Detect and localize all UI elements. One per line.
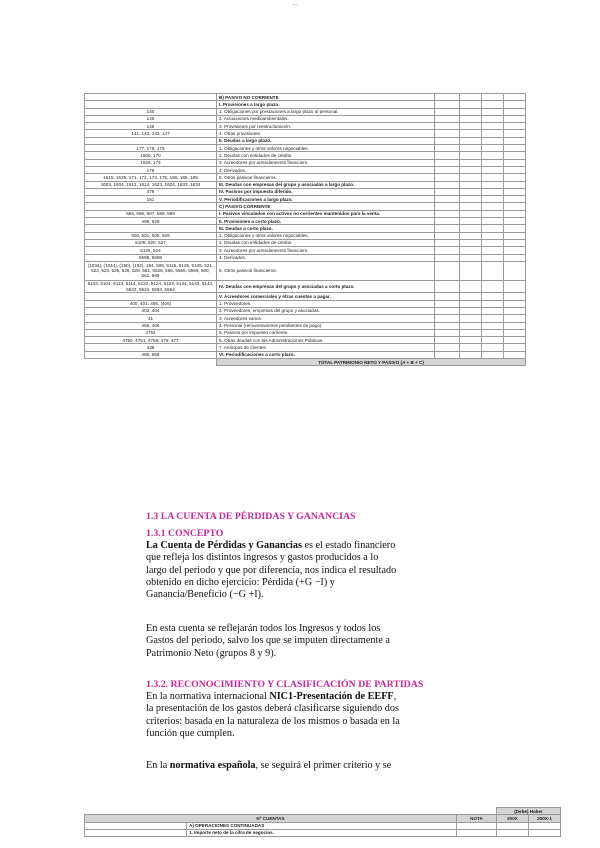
amount-cell — [460, 94, 482, 101]
p2-line-0: En esta cuenta se reflejarán todos los Ingresos y todos los — [146, 623, 381, 634]
amount-cell — [482, 329, 504, 336]
pyg-table — [84, 807, 561, 837]
account-codes: 5595, 5598 — [85, 254, 217, 261]
amount-cell — [435, 344, 460, 351]
amount-cell — [435, 280, 460, 293]
line-item: VI. Periodificaciones a corto plazo. — [217, 351, 435, 358]
amount-cell — [504, 203, 526, 210]
amount-cell — [482, 203, 504, 210]
amount-cell — [482, 115, 504, 122]
balance-row — [85, 101, 526, 108]
amount-cell — [482, 137, 504, 144]
balance-total-label: TOTAL PATRIMONIO NETO Y PASIVO (A + B + C) — [217, 358, 526, 365]
balance-row — [85, 174, 526, 181]
amount-cell — [482, 254, 504, 261]
amount-cell — [504, 130, 526, 137]
line-item: 5. Otros pasivos financieros. — [217, 174, 435, 181]
amount-cell — [482, 322, 504, 329]
account-codes: 176 — [85, 166, 217, 173]
amount-cell — [460, 218, 482, 225]
amount-cell — [482, 159, 504, 166]
amount-cell — [482, 293, 504, 300]
p3-pre: En la normativa internacional — [146, 691, 270, 702]
account-codes — [85, 101, 217, 108]
balance-row — [85, 196, 526, 203]
balance-row — [85, 152, 526, 159]
amount-cell — [482, 351, 504, 358]
amount-cell — [460, 300, 482, 307]
balance-row — [85, 300, 526, 307]
amount-cell — [482, 225, 504, 232]
balance-row — [85, 218, 526, 225]
prev-year-header: 200X-1 — [529, 815, 561, 822]
amount-cell — [435, 196, 460, 203]
account-codes: 145 — [85, 115, 217, 122]
amount-cell — [435, 218, 460, 225]
amount-cell — [435, 307, 460, 314]
account-codes: 181 — [85, 196, 217, 203]
line-item: C) PASIVO CORRIENTE — [217, 203, 435, 210]
amount-cell — [460, 101, 482, 108]
amount-cell — [460, 293, 482, 300]
amount-cell — [460, 196, 482, 203]
account-codes — [85, 94, 217, 101]
account-codes: 146 — [85, 123, 217, 130]
line-item: V. Periodificaciones a largo plazo. — [217, 196, 435, 203]
balance-row — [85, 123, 526, 130]
account-codes: 41 — [85, 315, 217, 322]
amount-cell — [460, 181, 482, 188]
balance-total-row — [85, 358, 526, 365]
p3-line-0: la presentación de los gastos deberá clasificarse siguiendo dos — [146, 703, 399, 715]
balance-row — [85, 130, 526, 137]
line-item: II. Provisiones a corto plazo. — [217, 218, 435, 225]
amount-cell — [504, 108, 526, 115]
pyg-term: La Cuenta de Pérdidas y Ganancias — [146, 540, 302, 551]
line-item: 5. Pasivos por impuesto corriente. — [217, 329, 435, 336]
amount-cell — [435, 315, 460, 322]
line-item: 1. Proveedores. — [217, 300, 435, 307]
line-item: II. Deudas a largo plazo. — [217, 137, 435, 144]
amount-cell — [482, 152, 504, 159]
spanish-norm-paragraph — [146, 760, 466, 772]
balance-row — [85, 239, 526, 246]
line-item: I. Provisiones a largo plazo. — [217, 101, 435, 108]
amount-cell — [482, 130, 504, 137]
amount-cell — [435, 115, 460, 122]
balance-sheet-table — [84, 93, 526, 366]
amount-cell — [482, 232, 504, 239]
line-item: 4. Derivados. — [217, 254, 435, 261]
line-item: III. Deudas a corto plazo. — [217, 225, 435, 232]
account-codes — [85, 293, 217, 300]
account-codes: 465, 466 — [85, 322, 217, 329]
line-item: 6. Otras deudas con las Administraciones Públicas. — [217, 337, 435, 344]
amount-cell — [482, 145, 504, 152]
amount-cell — [460, 145, 482, 152]
account-codes: 141, 142, 143, 147 — [85, 130, 217, 137]
amount-cell — [460, 174, 482, 181]
amount-cell — [482, 337, 504, 344]
balance-row — [85, 188, 526, 195]
amount-cell — [435, 239, 460, 246]
account-codes: 1603, 1604, 1613, 1614, 1623, 1624, 1633, 1634 — [85, 181, 217, 188]
amount-cell — [504, 232, 526, 239]
line-item: 3. Provisiones por reestructuración. — [217, 123, 435, 130]
balance-row — [85, 261, 526, 280]
cuentas-header: Nº CUENTAS — [85, 815, 457, 822]
amount-cell — [504, 280, 526, 293]
amount-cell — [482, 247, 504, 254]
amount-cell — [435, 225, 460, 232]
line-item: V. Acreedores comerciales y otras cuentas a pagar. — [217, 293, 435, 300]
amount-cell — [482, 101, 504, 108]
amount-cell — [504, 159, 526, 166]
amount-cell — [435, 329, 460, 336]
amount-cell — [460, 210, 482, 217]
amount-cell — [435, 130, 460, 137]
balance-row — [85, 344, 526, 351]
p4-pre: En la — [146, 760, 170, 771]
amount-cell — [504, 188, 526, 195]
amount-cell — [482, 307, 504, 314]
amount-cell — [460, 188, 482, 195]
amount-cell — [460, 322, 482, 329]
amount-cell — [460, 239, 482, 246]
p1-line-2: largo del periodo y que por diferencia, nos indica el resultado — [146, 564, 397, 576]
amount-cell — [435, 123, 460, 130]
amount-cell — [435, 108, 460, 115]
balance-row — [85, 159, 526, 166]
p3-line-2: función que cumplen. — [146, 727, 235, 739]
concept-subheading: 1.3.1 CONCEPTO — [146, 528, 224, 539]
amount-cell — [435, 210, 460, 217]
amount-cell — [482, 210, 504, 217]
account-codes: 5103, 5104, 5113, 5114, 5123, 5124, 5133, 5134, 5143, 5144, 5523, 5524, 5563, 5564 — [85, 280, 217, 293]
amount-cell — [460, 344, 482, 351]
balance-row — [85, 166, 526, 173]
amount-cell — [460, 225, 482, 232]
amount-cell — [435, 261, 460, 280]
amount-cell — [435, 145, 460, 152]
amount-cell — [482, 315, 504, 322]
line-item: 3. Acreedores por arrendamiento financiero. — [217, 247, 435, 254]
amount-cell — [435, 152, 460, 159]
balance-row — [85, 307, 526, 314]
amount-cell — [504, 225, 526, 232]
line-item: 1. Obligaciones y otros valores negociables. — [217, 232, 435, 239]
amount-cell — [460, 232, 482, 239]
amount-cell — [435, 351, 460, 358]
amount-cell — [482, 239, 504, 246]
amount-cell — [460, 115, 482, 122]
amount-cell — [460, 351, 482, 358]
amount-cell — [504, 174, 526, 181]
p2-line-2: Patrimonio Neto (grupos 8 y 9). — [146, 647, 277, 659]
amount-cell — [504, 344, 526, 351]
p1-line-0: es el estado financiero — [301, 540, 396, 551]
line-item: 3. Acreedores por arrendamiento financiero. — [217, 159, 435, 166]
amount-cell — [460, 329, 482, 336]
amount-cell — [504, 239, 526, 246]
p2-line-1: Gastos del periodo, salvo los que se imputen directamente a — [146, 635, 390, 647]
amount-cell — [504, 307, 526, 314]
amount-cell — [482, 261, 504, 280]
amount-cell — [482, 123, 504, 130]
balance-row — [85, 329, 526, 336]
amount-cell — [435, 174, 460, 181]
balance-row — [85, 232, 526, 239]
amount-cell — [504, 152, 526, 159]
account-codes — [85, 137, 217, 144]
line-item: 2. Deudas con entidades de crédito. — [217, 239, 435, 246]
amount-cell — [482, 344, 504, 351]
amount-cell — [504, 137, 526, 144]
amount-cell — [460, 307, 482, 314]
amount-cell — [460, 137, 482, 144]
account-codes: 585, 586, 587, 588, 589 — [85, 210, 217, 217]
pyg-row-operations: A) OPERACIONES CONTINUADAS — [187, 822, 457, 829]
p3-post: , — [393, 691, 397, 702]
account-codes: 4752 — [85, 329, 217, 336]
balance-row — [85, 247, 526, 254]
amount-cell — [460, 315, 482, 322]
amount-cell — [504, 101, 526, 108]
balance-row — [85, 203, 526, 210]
amount-cell — [504, 293, 526, 300]
nic1-paragraph — [146, 691, 466, 740]
nic1-term: NIC1-Presentación de EEFF — [269, 691, 394, 702]
line-item: 4. Personal (remuneraciones pendientes de pago). — [217, 322, 435, 329]
scope-paragraph — [146, 623, 466, 660]
line-item: 4. Otras provisiones. — [217, 130, 435, 137]
amount-cell — [482, 94, 504, 101]
amount-cell — [435, 137, 460, 144]
balance-row — [85, 351, 526, 358]
amount-cell — [435, 337, 460, 344]
p3-line-1: criterios: basada en la naturaleza de los mismos o basada en la — [146, 715, 400, 727]
amount-cell — [504, 300, 526, 307]
amount-cell — [460, 123, 482, 130]
account-codes: 1615, 1635, 171, 172, 173, 175, 180, 185, 189 — [85, 174, 217, 181]
line-item: III. Deudas con empresas del grupo y asociadas a largo plazo. — [217, 181, 435, 188]
spanish-norm-term: normativa española — [169, 760, 256, 771]
page-mark: ... — [292, 0, 298, 7]
line-item: 4. Derivados. — [217, 166, 435, 173]
amount-cell — [504, 123, 526, 130]
amount-cell — [435, 188, 460, 195]
amount-cell — [482, 218, 504, 225]
amount-cell — [435, 159, 460, 166]
amount-cell — [435, 247, 460, 254]
balance-row — [85, 293, 526, 300]
amount-cell — [435, 232, 460, 239]
year-header: 200X — [497, 815, 529, 822]
line-item: 5. Otros pasivos financieros. — [217, 261, 435, 280]
amount-cell — [460, 152, 482, 159]
balance-row — [85, 94, 526, 101]
amount-cell — [482, 166, 504, 173]
p1-line-3: obtenido en dicho ejercicio: Pérdida (+G −I) y — [146, 576, 335, 588]
amount-cell — [460, 261, 482, 280]
amount-cell — [504, 329, 526, 336]
amount-cell — [460, 108, 482, 115]
amount-cell — [482, 188, 504, 195]
account-codes: 1625, 174 — [85, 159, 217, 166]
amount-cell — [504, 218, 526, 225]
amount-cell — [504, 181, 526, 188]
line-item: 3. Acreedores varios. — [217, 315, 435, 322]
balance-row — [85, 322, 526, 329]
p4-post: , se seguirá el primer criterio y se — [255, 760, 392, 771]
balance-row — [85, 254, 526, 261]
p1-line-1: que refleja los distintos ingresos y gastos producidos a lo — [146, 552, 379, 564]
line-item: 2. Actuaciones medioambientales. — [217, 115, 435, 122]
line-item: 1. Obligaciones y otros valores negociables. — [217, 145, 435, 152]
concept-paragraph — [146, 540, 466, 601]
line-item: B) PASIVO NO CORRIENTE — [217, 94, 435, 101]
balance-row — [85, 145, 526, 152]
amount-cell — [482, 181, 504, 188]
account-codes: 479 — [85, 188, 217, 195]
amount-cell — [504, 351, 526, 358]
amount-cell — [482, 280, 504, 293]
amount-cell — [435, 203, 460, 210]
amount-cell — [482, 108, 504, 115]
amount-cell — [504, 196, 526, 203]
balance-row — [85, 225, 526, 232]
account-codes: 5125, 524 — [85, 247, 217, 254]
debe-haber-header: (Debe) Haber — [497, 808, 561, 815]
amount-cell — [460, 247, 482, 254]
amount-cell — [504, 322, 526, 329]
balance-row — [85, 137, 526, 144]
account-codes: 5105, 520, 527 — [85, 239, 217, 246]
amount-cell — [435, 322, 460, 329]
amount-cell — [504, 315, 526, 322]
amount-cell — [435, 293, 460, 300]
amount-cell — [435, 166, 460, 173]
amount-cell — [460, 203, 482, 210]
line-item: 2. Deudas con entidades de crédito. — [217, 152, 435, 159]
account-codes: 400, 401, 405, (406) — [85, 300, 217, 307]
amount-cell — [504, 115, 526, 122]
balance-row — [85, 210, 526, 217]
amount-cell — [460, 159, 482, 166]
p1-line-4: Ganancia/Beneficio (−G +I). — [146, 589, 264, 601]
amount-cell — [460, 130, 482, 137]
line-item: 7. Anticipos de clientes. — [217, 344, 435, 351]
amount-cell — [460, 254, 482, 261]
classification-subheading: 1.3.2. RECONOCIMIENTO Y CLASIFICACIÓN DE PARTIDAS — [146, 679, 424, 690]
pyg-heading: 1.3 LA CUENTA DE PÉRDIDAS Y GANANCIAS — [146, 511, 356, 522]
balance-row — [85, 108, 526, 115]
amount-cell — [504, 254, 526, 261]
balance-row — [85, 280, 526, 293]
account-codes — [85, 225, 217, 232]
nota-header: NOTA — [457, 815, 497, 822]
account-codes: 499, 529 — [85, 218, 217, 225]
account-codes: (1034), (1044), (190), (192), 194, 509, 5115, 5135, 5145, 521, 522, 523, 525, 526, 528, 551, 5525, 555, 5565, 5566, 560, 561, 569 — [85, 261, 217, 280]
account-codes: 4750, 4751, 4758, 476, 477 — [85, 337, 217, 344]
amount-cell — [482, 196, 504, 203]
line-item: IV. Deudas con empresas del grupo y asociadas a corto plazo. — [217, 280, 435, 293]
amount-cell — [435, 94, 460, 101]
amount-cell — [435, 101, 460, 108]
line-item: 2. Proveedores, empresas del grupo y asociadas. — [217, 307, 435, 314]
account-codes — [85, 203, 217, 210]
account-codes: 177, 178, 179 — [85, 145, 217, 152]
line-item: I. Pasivos vinculados con activos no corrientes mantenidos para la venta. — [217, 210, 435, 217]
balance-row — [85, 181, 526, 188]
amount-cell — [460, 280, 482, 293]
amount-cell — [504, 261, 526, 280]
account-codes: 500, 501, 505, 506 — [85, 232, 217, 239]
balance-row — [85, 337, 526, 344]
amount-cell — [504, 337, 526, 344]
amount-cell — [435, 300, 460, 307]
amount-cell — [460, 166, 482, 173]
amount-cell — [460, 337, 482, 344]
account-codes: 485, 568 — [85, 351, 217, 358]
account-codes: 1605, 170 — [85, 152, 217, 159]
amount-cell — [435, 254, 460, 261]
amount-cell — [504, 166, 526, 173]
amount-cell — [504, 94, 526, 101]
balance-row — [85, 115, 526, 122]
amount-cell — [482, 300, 504, 307]
line-item: 1. Obligaciones por prestaciones a largo plazo al personal. — [217, 108, 435, 115]
amount-cell — [504, 210, 526, 217]
amount-cell — [504, 247, 526, 254]
account-codes: 403, 404 — [85, 307, 217, 314]
account-codes: 438 — [85, 344, 217, 351]
balance-row — [85, 315, 526, 322]
pyg-row-revenue: 1. Importe neto de la cifra de negocios. — [187, 829, 457, 836]
amount-cell — [482, 174, 504, 181]
line-item: IV. Pasivos por impuesto diferido. — [217, 188, 435, 195]
amount-cell — [435, 181, 460, 188]
amount-cell — [504, 145, 526, 152]
account-codes: 140 — [85, 108, 217, 115]
